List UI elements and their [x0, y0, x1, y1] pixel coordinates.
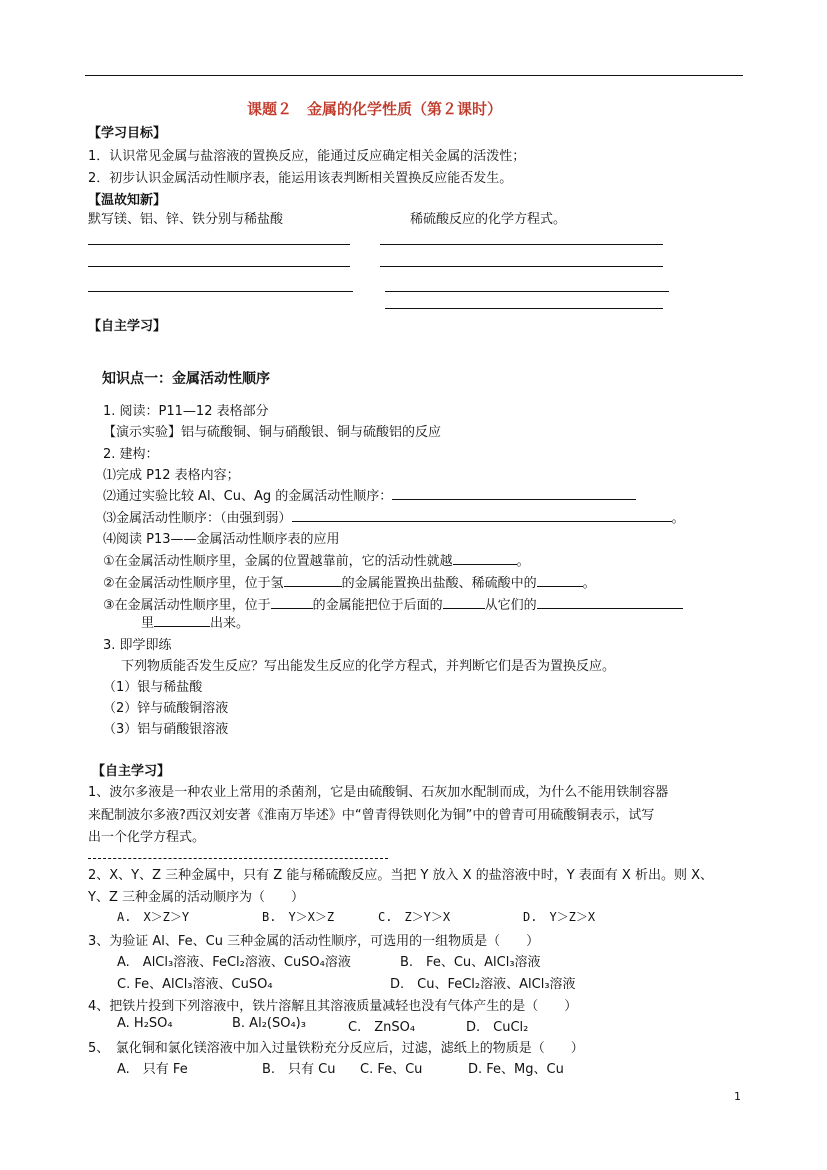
goals-header: 【学习目标】	[88, 126, 167, 141]
answer-line	[380, 266, 663, 267]
kp-practice-item-1: （1）银与稀盐酸	[103, 680, 203, 695]
answer-line	[380, 244, 663, 245]
q1-line-1: 1、波尔多液是一种农业上常用的杀菌剂，它是由硫酸铜、石灰加水配制而成，为什么不能用铁制容器	[88, 785, 669, 800]
fill-blank	[292, 508, 672, 522]
q3-stem: 3、为验证 Al、Fe、Cu 三种金属的活动性顺序，可选用的一组物质是（ ）	[88, 934, 540, 949]
period: 。	[671, 511, 685, 526]
kp-c3-text-a: ③在金属活动性顺序里，位于	[103, 598, 271, 613]
fill-blank	[453, 551, 517, 565]
kp-demo: 【演示实验】铝与硫酸铜、铜与硝酸银、铜与硫酸铝的反应	[103, 425, 442, 440]
kp-c3-text-b: 的金属能把位于后面的	[312, 598, 443, 613]
q2-option-b: B. Y＞X＞Z	[262, 910, 335, 924]
kp-b2	[103, 485, 636, 504]
kp-practice-item-3: （3）铝与硝酸银溶液	[103, 722, 229, 737]
kp-b4: ⑷阅读 P13——金属活动性顺序表的应用	[103, 532, 340, 547]
q2-option-a: A. X＞Z＞Y	[117, 910, 190, 924]
fill-blank	[284, 573, 342, 587]
q1-line-2: 来配制波尔多液?西汉刘安著《淮南万毕述》中“曾青得铁则化为铜”中的曾青可用硫酸铜表示，试写	[88, 808, 655, 823]
kp-c3-text-c: 从它们的	[484, 598, 537, 613]
q5-option-c: C. Fe、Cu	[360, 1062, 423, 1077]
review-right-text: 稀硫酸反应的化学方程式。	[410, 212, 567, 227]
goal-item-2: 2．初步认识金属活动性顺序表，能运用该表判断相关置换反应能否发生。	[88, 171, 513, 186]
kp-practice-item-2: （2）锌与硫酸铜溶液	[103, 701, 229, 716]
self-study-header-1: 【自主学习】	[88, 319, 167, 334]
fill-blank	[392, 486, 636, 500]
period: 。	[516, 554, 530, 569]
kp-b3-text: ⑶金属活动性顺序：（由强到弱）	[103, 511, 292, 526]
q2-stem-1: 2、X、Y、Z 三种金属中，只有 Z 能与稀硫酸反应。当把 Y 放入 X 的盐溶液中时，Y 表面有 X 析出。则 X、	[88, 868, 713, 883]
kp-c2-text-a: ②在金属活动性顺序里，位于氢	[103, 576, 284, 591]
kp-c2	[103, 572, 596, 591]
fill-blank	[154, 613, 210, 627]
kp-b3	[103, 507, 685, 526]
q5-option-b: B. 只有 Cu	[262, 1062, 336, 1077]
knowledge-point-title: 知识点一：金属活动性顺序	[102, 371, 270, 387]
kp-c3-cont	[141, 612, 249, 631]
q5-option-a: A. 只有 Fe	[117, 1062, 188, 1077]
kp-c3-text-d: 里	[141, 616, 155, 631]
kp-b1: ⑴完成 P12 表格内容；	[103, 468, 240, 483]
fill-blank	[537, 573, 583, 587]
kp-read: 1. 阅读：P11—12 表格部分	[103, 404, 269, 419]
q3-option-a: A. AlCl₃溶液、FeCl₂溶液、CuSO₄溶液	[117, 955, 351, 970]
kp-build: 2. 建构：	[103, 447, 159, 462]
kp-c3-text-e: 出来。	[210, 616, 250, 631]
kp-c1-text: ①在金属活动性顺序里，金属的位置越靠前，它的活动性就越	[103, 554, 453, 569]
q2-stem-2: Y、Z 三种金属的活动顺序为（ ）	[88, 890, 304, 905]
fill-blank	[443, 595, 485, 609]
q3-option-d: D. Cu、FeCl₂溶液、AlCl₃溶液	[390, 977, 576, 992]
answer-line	[385, 308, 663, 309]
q2-option-c: C. Z＞Y＞X	[378, 910, 451, 924]
fill-blank	[537, 595, 683, 609]
kp-b2-text: ⑵通过实验比较 Al、Cu、Ag 的金属活动性顺序：	[103, 489, 393, 504]
q1-line-3: 出一个化学方程式。	[88, 830, 206, 845]
answer-line	[88, 266, 350, 267]
q4-option-c: C. ZnSO₄	[348, 1020, 416, 1035]
q3-option-b: B. Fe、Cu、AlCl₃溶液	[400, 955, 541, 970]
answer-line	[385, 291, 669, 292]
q4-stem: 4、把铁片投到下列溶液中，铁片溶解且其溶液质量减轻也没有气体产生的是（ ）	[88, 999, 578, 1014]
q4-option-d: D. CuCl₂	[466, 1020, 529, 1035]
kp-practice-question: 下列物质能否发生反应？写出能发生反应的化学方程式，并判断它们是否为置换反应。	[121, 659, 616, 674]
self-study-header-2: 【自主学习】	[92, 764, 171, 779]
review-header: 【温故知新】	[88, 193, 167, 208]
kp-practice: 3. 即学即练	[103, 638, 172, 653]
page-title: 课题２ 金属的化学性质（第２课时）	[247, 100, 503, 118]
answer-line	[88, 291, 353, 292]
q4-option-a: A. H₂SO₄	[117, 1016, 173, 1031]
q3-option-c: C. Fe、AlCl₃溶液、CuSO₄	[117, 977, 273, 992]
kp-c1	[103, 550, 530, 569]
fill-blank	[271, 595, 313, 609]
q5-stem: 5、 氯化铜和氯化镁溶液中加入过量铁粉充分反应后，过滤，滤纸上的物质是（ ）	[88, 1041, 584, 1056]
top-rule	[85, 75, 743, 76]
q5-option-d: D. Fe、Mg、Cu	[468, 1062, 564, 1077]
q2-option-d: D. Y＞Z＞X	[523, 910, 596, 924]
kp-c2-text-b: 的金属能置换出盐酸、稀硫酸中的	[341, 576, 537, 591]
answer-line	[88, 244, 350, 245]
page-number: 1	[734, 1090, 741, 1103]
goal-item-1: 1．认识常见金属与盐溶液的置换反应，能通过反应确定相关金属的活泼性；	[88, 149, 526, 164]
review-left-text: 默写镁、铝、锌、铁分别与稀盐酸	[88, 212, 284, 227]
answer-line	[88, 858, 388, 860]
kp-c3	[103, 594, 683, 613]
period: 。	[582, 576, 596, 591]
q4-option-b: B. Al₂(SO₄)₃	[232, 1016, 306, 1031]
